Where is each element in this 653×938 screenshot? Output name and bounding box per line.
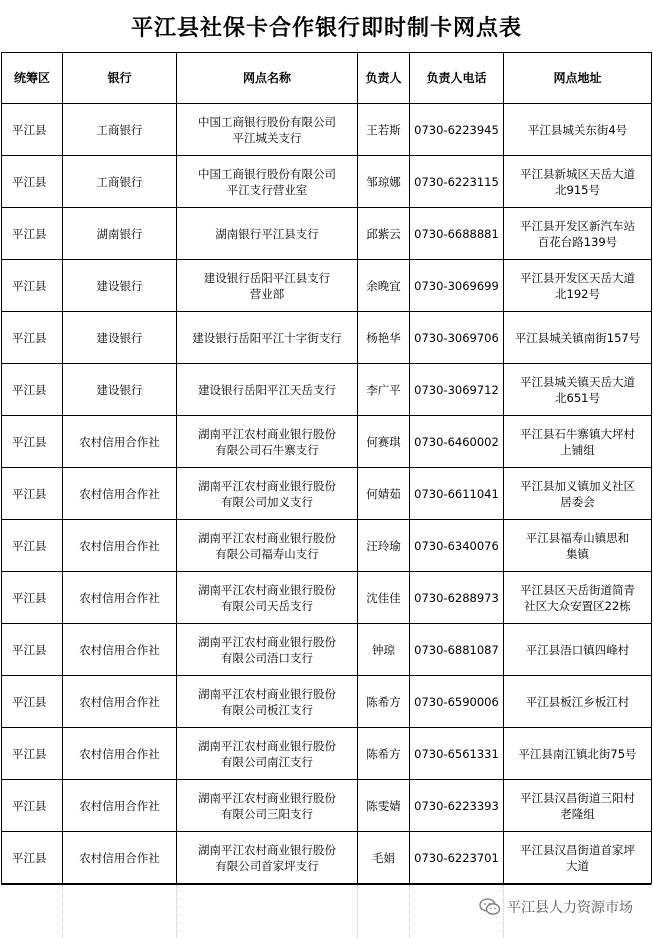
cell-branch-name: 中国工商银行股份有限公司 平江支行营业室: [177, 156, 358, 208]
cell-bank: 工商银行: [63, 156, 177, 208]
header-manager: 负责人: [358, 53, 410, 104]
cell-district: 平江县: [2, 780, 63, 832]
cell-phone: 0730-6561331: [410, 728, 504, 780]
cell-manager: 何赛琪: [358, 416, 410, 468]
cell-manager: 陈希方: [358, 728, 410, 780]
table-row: [2, 468, 652, 520]
header-district: 统筹区: [2, 53, 63, 104]
cell-branch-name: 湖南平江农村商业银行股份 有限公司南江支行: [177, 728, 358, 780]
cell-bank: 农村信用合作社: [63, 468, 177, 520]
table-row: [2, 832, 652, 884]
cell-address: 平江县石牛寨镇大坪村 上铺组: [504, 416, 652, 468]
cell-manager: 邱紫云: [358, 208, 410, 260]
cell-district: 平江县: [2, 156, 63, 208]
cell-manager: 陈雯婧: [358, 780, 410, 832]
cell-branch-name: 湖南银行平江县支行: [177, 208, 358, 260]
cell-phone: 0730-6223115: [410, 156, 504, 208]
table-row: [2, 676, 652, 728]
cell-bank: 建设银行: [63, 260, 177, 312]
table-row: [2, 572, 652, 624]
cell-bank: 建设银行: [63, 312, 177, 364]
cell-district: 平江县: [2, 832, 63, 884]
cell-bank: 湖南银行: [63, 208, 177, 260]
wechat-icon: [479, 898, 501, 916]
cell-branch-name: 湖南平江农村商业银行股份 有限公司福寿山支行: [177, 520, 358, 572]
table-row: [2, 780, 652, 832]
cell-district: 平江县: [2, 676, 63, 728]
cell-bank: 农村信用合作社: [63, 624, 177, 676]
cell-manager: 何婧茹: [358, 468, 410, 520]
cell-phone: 0730-6881087: [410, 624, 504, 676]
cell-manager: 沈佳佳: [358, 572, 410, 624]
cell-manager: 邹琼娜: [358, 156, 410, 208]
header-branch-name: 网点名称: [177, 53, 358, 104]
header-bank: 银行: [63, 53, 177, 104]
cell-manager: 汪玲瑜: [358, 520, 410, 572]
cell-address: 平江县福寿山镇思和 集镇: [504, 520, 652, 572]
table-row: [2, 416, 652, 468]
table-header-row: [2, 53, 652, 104]
cell-bank: 农村信用合作社: [63, 520, 177, 572]
cell-branch-name: 湖南平江农村商业银行股份 有限公司石牛寨支行: [177, 416, 358, 468]
cell-district: 平江县: [2, 520, 63, 572]
cell-address: 平江县开发区天岳大道 北192号: [504, 260, 652, 312]
cell-bank: 农村信用合作社: [63, 416, 177, 468]
cell-phone: 0730-6688881: [410, 208, 504, 260]
cell-bank: 建设银行: [63, 364, 177, 416]
grid-line: [357, 885, 358, 938]
cell-district: 平江县: [2, 624, 63, 676]
cell-branch-name: 建设银行岳阳平江十字街支行: [177, 312, 358, 364]
table-body: [2, 104, 652, 884]
cell-address: 平江县开发区新汽车站 百花台路139号: [504, 208, 652, 260]
cell-phone: 0730-6223945: [410, 104, 504, 156]
header-address: 网点地址: [504, 53, 652, 104]
page-title: 平江县社保卡合作银行即时制卡网点表: [130, 15, 522, 41]
cell-address: 平江县汉昌街道三阳村 老隆组: [504, 780, 652, 832]
cell-phone: 0730-6223701: [410, 832, 504, 884]
cell-phone: 0730-3069712: [410, 364, 504, 416]
watermark-text: 平江县人力资源市场: [507, 900, 633, 916]
cell-address: 平江县南江镇北街75号: [504, 728, 652, 780]
grid-line: [409, 885, 410, 938]
cell-branch-name: 湖南平江农村商业银行股份 有限公司板江支行: [177, 676, 358, 728]
table-row: [2, 520, 652, 572]
table-row: [2, 260, 652, 312]
cell-manager: 杨艳华: [358, 312, 410, 364]
cell-district: 平江县: [2, 208, 63, 260]
table-row: [2, 312, 652, 364]
grid-line: [62, 885, 63, 938]
cell-bank: 农村信用合作社: [63, 676, 177, 728]
cell-branch-name: 湖南平江农村商业银行股份 有限公司首家坪支行: [177, 832, 358, 884]
cell-address: 平江县城关镇天岳大道 北651号: [504, 364, 652, 416]
cell-district: 平江县: [2, 104, 63, 156]
header-phone: 负责人电话: [410, 53, 504, 104]
cell-manager: 王若斯: [358, 104, 410, 156]
cell-branch-name: 建设银行岳阳平江县支行 营业部: [177, 260, 358, 312]
cell-address: 平江县板江乡板江村: [504, 676, 652, 728]
cell-phone: 0730-6223393: [410, 780, 504, 832]
grid-line: [176, 885, 177, 938]
cell-phone: 0730-6460002: [410, 416, 504, 468]
cell-address: 平江县新城区天岳大道 北915号: [504, 156, 652, 208]
cell-manager: 李广平: [358, 364, 410, 416]
cell-bank: 工商银行: [63, 104, 177, 156]
cell-branch-name: 中国工商银行股份有限公司 平江城关支行: [177, 104, 358, 156]
table-row: [2, 624, 652, 676]
cell-bank: 农村信用合作社: [63, 572, 177, 624]
cell-bank: 农村信用合作社: [63, 728, 177, 780]
cell-manager: 钟琼: [358, 624, 410, 676]
cell-bank: 农村信用合作社: [63, 832, 177, 884]
cell-address: 平江县加义镇加义社区 居委会: [504, 468, 652, 520]
cell-phone: 0730-3069706: [410, 312, 504, 364]
cell-district: 平江县: [2, 572, 63, 624]
cell-address: 平江县汉昌街道首家坪 大道: [504, 832, 652, 884]
table-row: [2, 104, 652, 156]
cell-manager: 毛娟: [358, 832, 410, 884]
cell-district: 平江县: [2, 312, 63, 364]
branch-table: [1, 52, 652, 884]
cell-phone: 0730-6340076: [410, 520, 504, 572]
cell-district: 平江县: [2, 260, 63, 312]
cell-district: 平江县: [2, 468, 63, 520]
cell-branch-name: 湖南平江农村商业银行股份 有限公司三阳支行: [177, 780, 358, 832]
table-row: [2, 364, 652, 416]
cell-branch-name: 湖南平江农村商业银行股份 有限公司天岳支行: [177, 572, 358, 624]
cell-branch-name: 湖南平江农村商业银行股份 有限公司浯口支行: [177, 624, 358, 676]
table-row: [2, 728, 652, 780]
table-row: [2, 208, 652, 260]
cell-phone: 0730-6288973: [410, 572, 504, 624]
cell-district: 平江县: [2, 364, 63, 416]
cell-address: 平江县城关镇南街157号: [504, 312, 652, 364]
cell-address: 平江县城关东街4号: [504, 104, 652, 156]
cell-phone: 0730-6611041: [410, 468, 504, 520]
cell-branch-name: 湖南平江农村商业银行股份 有限公司加义支行: [177, 468, 358, 520]
cell-district: 平江县: [2, 728, 63, 780]
cell-branch-name: 建设银行岳阳平江天岳支行: [177, 364, 358, 416]
cell-address: 平江县区天岳街道简青 社区大众安置区22栋: [504, 572, 652, 624]
table-row: [2, 156, 652, 208]
cell-manager: 余晚宜: [358, 260, 410, 312]
cell-address: 平江县浯口镇四峰村: [504, 624, 652, 676]
cell-manager: 陈希方: [358, 676, 410, 728]
cell-bank: 农村信用合作社: [63, 780, 177, 832]
cell-district: 平江县: [2, 416, 63, 468]
watermark: [479, 897, 633, 917]
cell-phone: 0730-6590006: [410, 676, 504, 728]
cell-phone: 0730-3069699: [410, 260, 504, 312]
